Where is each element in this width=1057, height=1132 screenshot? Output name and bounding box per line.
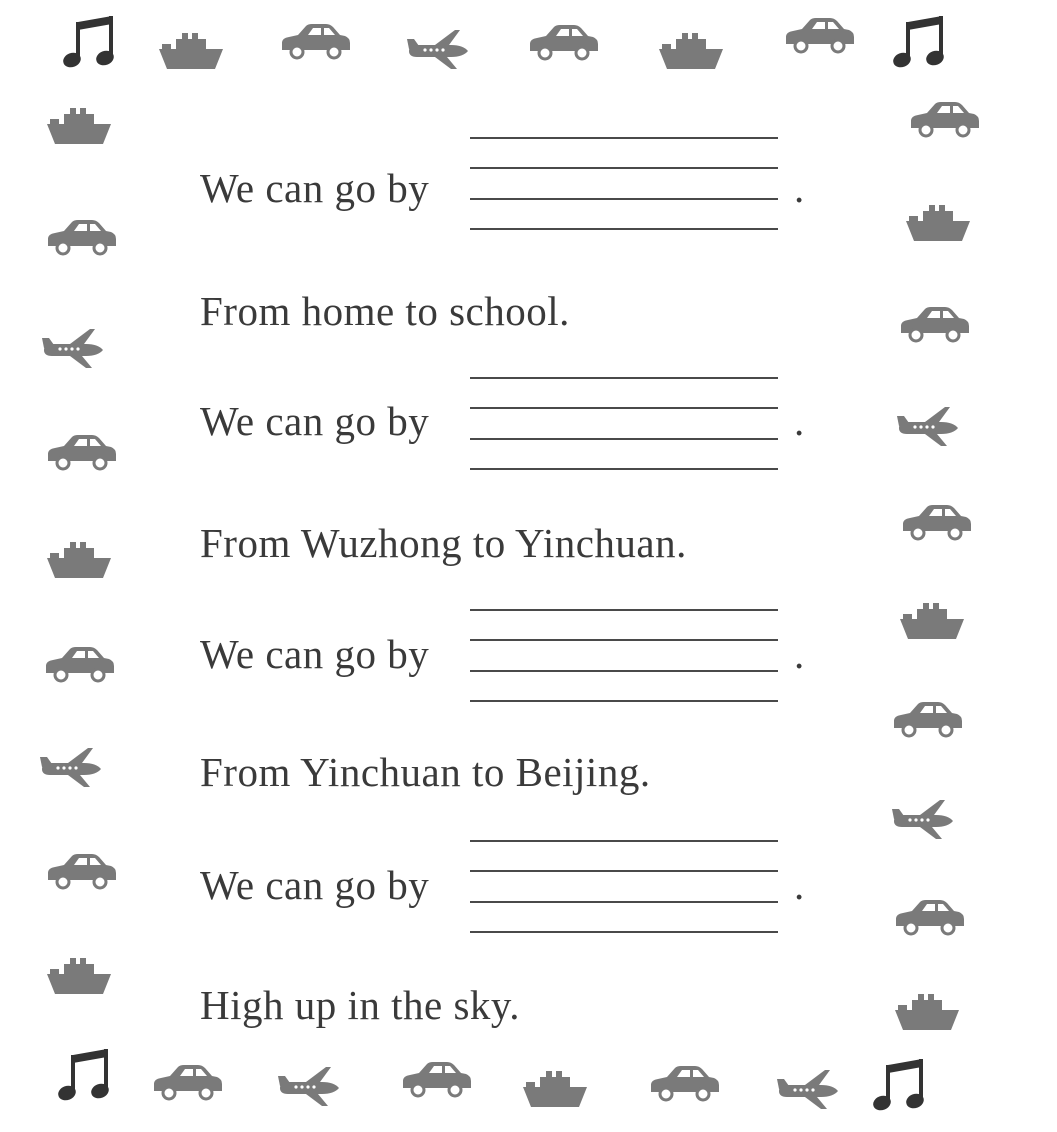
ship-icon	[44, 108, 114, 146]
music-note-icon	[55, 1045, 115, 1107]
line-period: .	[794, 862, 805, 908]
plane-icon	[775, 1067, 841, 1111]
blank-writing-lines[interactable]	[470, 609, 778, 701]
ship-icon	[656, 33, 726, 71]
poem-line-text: We can go by	[200, 398, 430, 444]
poem-line-text: From Yinchuan to Beijing.	[200, 749, 651, 795]
plane-icon	[890, 797, 956, 841]
poem-line-text: From home to school.	[200, 288, 570, 334]
car-icon	[780, 16, 856, 56]
car-icon	[276, 22, 352, 62]
ship-icon	[897, 603, 967, 641]
plane-icon	[38, 745, 104, 789]
poem-line-text: We can go by	[200, 862, 430, 908]
car-icon	[897, 503, 973, 543]
line-period: .	[794, 631, 805, 677]
car-icon	[905, 100, 981, 140]
car-icon	[888, 700, 964, 740]
blank-writing-lines[interactable]	[470, 840, 778, 932]
plane-icon	[40, 326, 106, 370]
car-icon	[42, 852, 118, 892]
car-icon	[524, 23, 600, 63]
music-note-icon	[870, 1055, 930, 1117]
plane-icon	[276, 1064, 342, 1108]
ship-icon	[520, 1071, 590, 1109]
ship-icon	[903, 205, 973, 243]
poem-line-text: We can go by	[200, 631, 430, 677]
poem-line-text: From Wuzhong to Yinchuan.	[200, 520, 687, 566]
car-icon	[148, 1063, 224, 1103]
music-note-icon	[890, 12, 950, 74]
car-icon	[890, 898, 966, 938]
blank-writing-lines[interactable]	[470, 137, 778, 229]
car-icon	[40, 645, 116, 685]
ship-icon	[44, 542, 114, 580]
line-period: .	[794, 398, 805, 444]
car-icon	[895, 305, 971, 345]
plane-icon	[405, 27, 471, 71]
ship-icon	[892, 994, 962, 1032]
poem-line-text: We can go by	[200, 165, 430, 211]
line-period: .	[794, 165, 805, 211]
plane-icon	[895, 404, 961, 448]
ship-icon	[44, 958, 114, 996]
car-icon	[42, 433, 118, 473]
car-icon	[397, 1060, 473, 1100]
blank-writing-lines[interactable]	[470, 377, 778, 469]
ship-icon	[156, 33, 226, 71]
car-icon	[645, 1064, 721, 1104]
music-note-icon	[60, 12, 120, 74]
car-icon	[42, 218, 118, 258]
poem-line-text: High up in the sky.	[200, 982, 521, 1028]
